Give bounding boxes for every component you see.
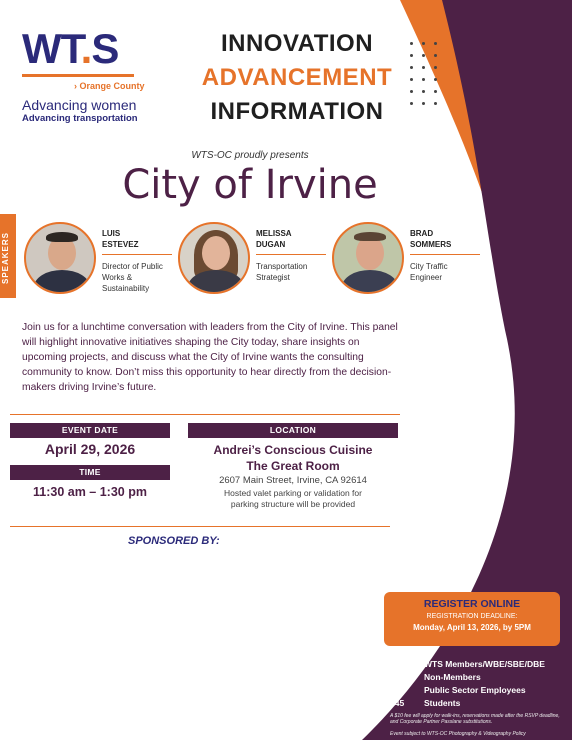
speaker-role: City Traffic Engineer bbox=[410, 262, 448, 282]
venue-name: Andrei’s Conscious Cuisine bbox=[213, 443, 373, 457]
venue-room: The Great Room bbox=[246, 459, 340, 473]
logo-chapter bbox=[74, 81, 145, 91]
divider bbox=[10, 526, 390, 527]
sponsored-by-heading: SPONSORED BY: bbox=[128, 535, 220, 547]
speaker-role: Transportation Strategist bbox=[256, 262, 308, 282]
divider bbox=[10, 414, 400, 415]
speaker-name: MELISSA DUGAN bbox=[256, 229, 292, 249]
intro-paragraph: Join us for a lunchtime conversation with leaders from the City of Irvine. This panel will highlight innovative initiatives shaping the City today, share insights on upcoming projects, and discuss what the City of Irvine wants the consulting community to know. Don’t miss this opportunity to hear directly from the decision-makers driving Irvine’s future. bbox=[22, 322, 398, 393]
event-time: 11:30 am – 1:30 pm bbox=[33, 485, 147, 499]
headline-innovation: INNOVATION bbox=[220, 30, 374, 57]
fineprint-policy: Event subject to WTS-OC Photography & Videography Policy bbox=[390, 731, 526, 737]
speaker-photo bbox=[332, 222, 404, 294]
speakers-label: SPEAKERS bbox=[1, 231, 10, 284]
price-row: $45 Students bbox=[390, 698, 461, 708]
speaker-divider bbox=[410, 254, 480, 255]
speaker-name: BRAD SOMMERS bbox=[410, 229, 452, 249]
headline-advancement: ADVANCEMENT bbox=[201, 64, 393, 91]
price-row: $110 Non-Members bbox=[390, 672, 481, 682]
register-online-button[interactable] bbox=[384, 592, 560, 646]
parking-note-line1: Hosted valet parking or validation for bbox=[224, 488, 362, 498]
headline-information: INFORMATION bbox=[210, 98, 384, 125]
time-label: TIME bbox=[10, 465, 170, 480]
speaker-photo bbox=[24, 222, 96, 294]
speakers-tab bbox=[0, 214, 16, 298]
presents-line: WTS-OC proudly presents bbox=[191, 150, 309, 161]
logo-chapter-text: Orange County bbox=[79, 81, 145, 91]
price-row: $85 WTS Members/WBE/SBE/DBE bbox=[390, 659, 545, 669]
fineprint-fees: A $10 fee will apply for walk-ins, reservations made after the RSVP deadline, and Corporate Partner Passlane substitutions. bbox=[390, 713, 560, 725]
speaker-divider bbox=[102, 254, 172, 255]
speaker-name: LUIS ESTEVEZ bbox=[102, 229, 139, 249]
speaker-role: Director of Public Works & Sustainability bbox=[102, 262, 163, 293]
speaker-divider bbox=[256, 254, 326, 255]
speaker-photo bbox=[178, 222, 250, 294]
event-title: City of Irvine bbox=[122, 162, 378, 208]
register-title: REGISTER ONLINE bbox=[423, 598, 521, 610]
event-date-label: EVENT DATE bbox=[10, 423, 170, 438]
event-date: April 29, 2026 bbox=[44, 441, 136, 457]
dot-grid-icon bbox=[410, 42, 440, 114]
location-label: LOCATION bbox=[188, 423, 398, 438]
logo-wordmark: WT.S bbox=[22, 25, 119, 72]
tagline-line1: Advancing women bbox=[22, 97, 137, 113]
registration-deadline: Monday, April 13, 2026, by 5PM bbox=[413, 623, 531, 632]
venue-address: 2607 Main Street, Irvine, CA 92614 bbox=[219, 475, 367, 486]
tagline-line2: Advancing transportation bbox=[22, 113, 138, 124]
price-row: $75 Public Sector Employees bbox=[390, 685, 526, 695]
parking-note-line2: parking structure will be provided bbox=[230, 499, 356, 509]
logo-underline bbox=[22, 74, 134, 77]
registration-deadline-label: REGISTRATION DEADLINE: bbox=[426, 613, 518, 620]
chevron-right-icon: › bbox=[74, 81, 80, 91]
pricing-label: PRICING bbox=[358, 666, 367, 707]
